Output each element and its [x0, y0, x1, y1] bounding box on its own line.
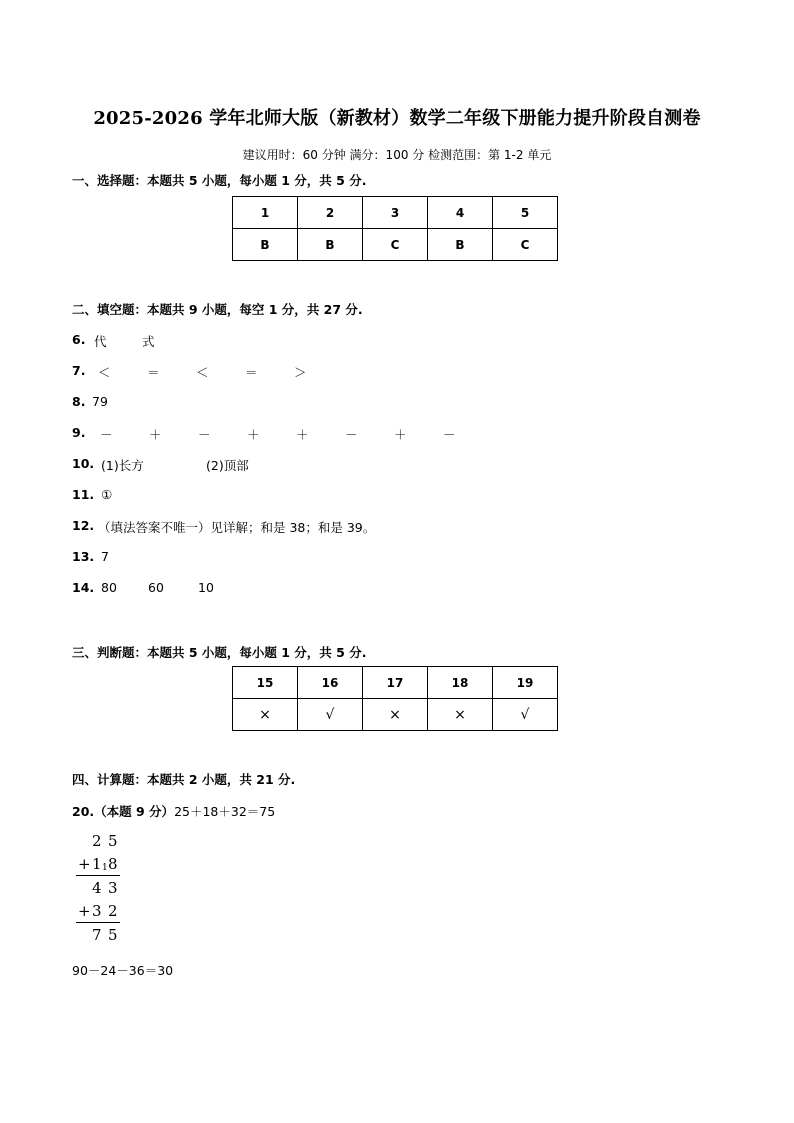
question-11: [72, 487, 472, 502]
answer: ＋: [247, 427, 260, 442]
carry-digit: 1: [102, 863, 108, 873]
question-number: 20.: [72, 804, 95, 819]
digit: 2: [92, 832, 102, 850]
question-number: 7.: [72, 363, 86, 378]
question-number: 19: [493, 667, 558, 699]
question-number: 9.: [72, 425, 86, 440]
digit: 8: [108, 855, 118, 873]
answer-cell: ×: [363, 699, 428, 731]
digit: 1: [92, 855, 102, 873]
equation: 25＋18＋32＝75: [174, 804, 276, 819]
question-number: 14.: [72, 580, 95, 595]
digit: 4: [92, 879, 102, 897]
answer: 80: [101, 580, 117, 595]
answer: ＋: [149, 427, 162, 442]
question-8: [72, 394, 472, 409]
answer: ＜: [98, 365, 111, 380]
answer: 60: [148, 580, 164, 595]
table-row: [233, 667, 558, 699]
judgment-answer-table: [232, 666, 558, 731]
answer: 10: [198, 580, 214, 595]
question-number: 4: [428, 197, 493, 229]
answer: －: [198, 427, 211, 442]
question-number: 16: [298, 667, 363, 699]
answer-cell: C: [363, 229, 428, 261]
answer-cell: C: [493, 229, 558, 261]
table-row: [233, 229, 558, 261]
sum-line: [76, 875, 120, 876]
answer: ＋: [296, 427, 309, 442]
answer-cell: B: [428, 229, 493, 261]
exam-info: 建议用时：60 分钟 满分：100 分 检测范围：第 1-2 单元: [242, 148, 552, 162]
answer: －: [345, 427, 358, 442]
question-number: 15: [233, 667, 298, 699]
question-6: [72, 332, 472, 347]
question-number: 3: [363, 197, 428, 229]
question-number: 6.: [72, 332, 86, 347]
question-number: 10.: [72, 456, 95, 471]
question-number: 13.: [72, 549, 95, 564]
answer: 79: [92, 394, 108, 409]
plus-sign: +: [78, 855, 91, 873]
answer: 代: [94, 334, 107, 349]
question-14: [72, 580, 472, 595]
plus-sign: +: [78, 902, 91, 920]
digit: 2: [108, 902, 118, 920]
page-title: 2025-2026 学年北师大版（新教材）数学二年级下册能力提升阶段自测卷: [93, 108, 701, 129]
sum-line: [76, 922, 120, 923]
answer-cell: √: [298, 699, 363, 731]
answer: ＜: [196, 365, 209, 380]
answer-cell: ×: [428, 699, 493, 731]
answer: －: [443, 427, 456, 442]
table-row: [233, 699, 558, 731]
digit: 7: [92, 926, 102, 944]
section-4-heading: 四、计算题：本题共 2 小题，共 21 分.: [72, 772, 296, 787]
answer: 7: [101, 549, 109, 564]
question-number: 18: [428, 667, 493, 699]
section-3-heading: 三、判断题：本题共 5 小题，每小题 1 分，共 5 分.: [72, 645, 367, 660]
question-10: [72, 456, 472, 471]
section-2-heading: 二、填空题：本题共 9 小题，每空 1 分，共 27 分.: [72, 302, 363, 317]
digit: 5: [108, 832, 118, 850]
question-20: [72, 802, 472, 820]
answer-cell: √: [493, 699, 558, 731]
question-12: [72, 518, 472, 533]
answer: （填法答案不唯一）见详解；和是 38；和是 39。: [98, 520, 376, 535]
question-number: 17: [363, 667, 428, 699]
answer-cell: B: [233, 229, 298, 261]
question-number: 1: [233, 197, 298, 229]
section-1-heading: 一、选择题：本题共 5 小题，每小题 1 分，共 5 分.: [72, 173, 367, 188]
question-number: 8.: [72, 394, 86, 409]
answer: ＝: [245, 365, 258, 380]
equation-2: 90－24－36＝30: [72, 963, 174, 978]
answer: 式: [142, 334, 155, 349]
answer: ＋: [394, 427, 407, 442]
choice-answer-table: [232, 196, 558, 261]
answer-cell: B: [298, 229, 363, 261]
answer: ①: [101, 487, 113, 502]
table-row: [233, 197, 558, 229]
question-13: [72, 549, 472, 564]
answer: ＞: [294, 365, 307, 380]
question-9: [72, 425, 492, 440]
question-number: 12.: [72, 518, 95, 533]
question-number: 11.: [72, 487, 95, 502]
answer-cell: ×: [233, 699, 298, 731]
score-tag: （本题 9 分）: [94, 804, 175, 819]
answer: ＝: [147, 365, 160, 380]
digit: 5: [108, 926, 118, 944]
answer: (2)顶部: [206, 458, 249, 473]
question-number: 2: [298, 197, 363, 229]
digit: 3: [108, 879, 118, 897]
question-7: [72, 363, 472, 378]
answer: (1)长方: [101, 458, 144, 473]
digit: 3: [92, 902, 102, 920]
answer: －: [100, 427, 113, 442]
question-number: 5: [493, 197, 558, 229]
